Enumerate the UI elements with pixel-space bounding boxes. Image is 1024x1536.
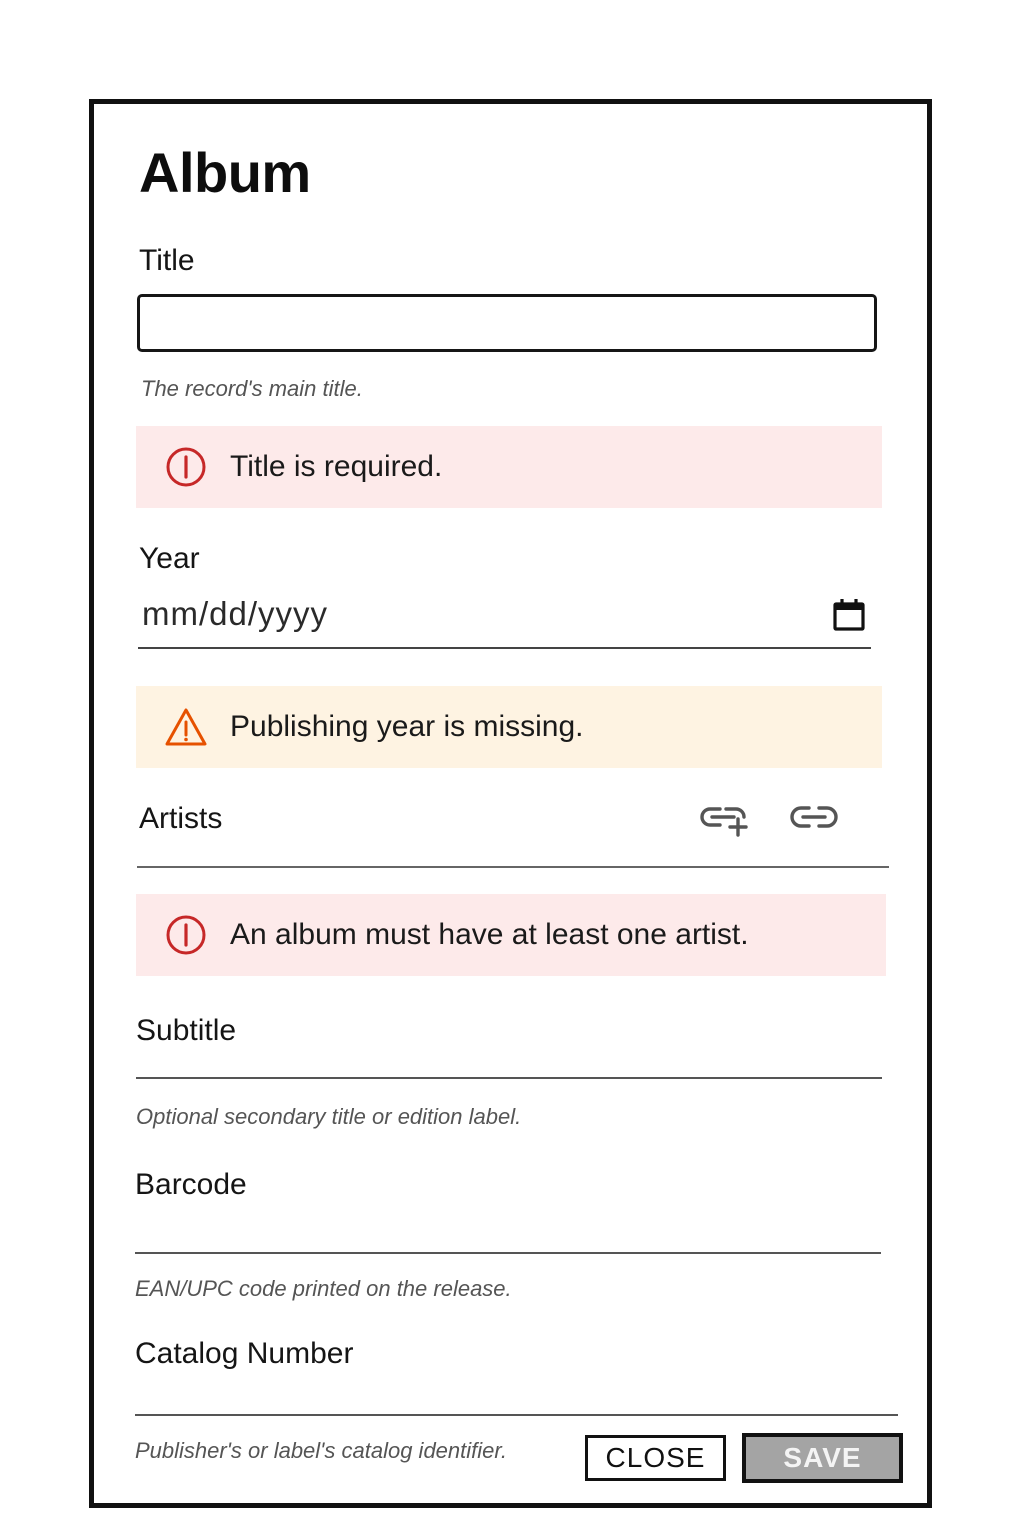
album-dialog — [89, 99, 932, 1508]
calendar-icon[interactable] — [831, 597, 867, 633]
year-label: Year — [139, 542, 200, 575]
artists-error-alert — [136, 894, 886, 976]
error-icon — [164, 445, 208, 489]
title-error-text: Title is required. — [230, 450, 443, 483]
error-icon — [164, 913, 208, 957]
catalog-number-hint: Publisher's or label's catalog identifier. — [135, 1438, 508, 1463]
title-hint: The record's main title. — [141, 376, 363, 401]
link-icon[interactable] — [787, 800, 841, 840]
year-date-input[interactable] — [138, 587, 871, 649]
title-error-alert — [136, 426, 882, 508]
artists-label: Artists — [139, 802, 223, 835]
year-warning-text: Publishing year is missing. — [230, 710, 584, 743]
close-button[interactable]: CLOSE — [585, 1435, 726, 1481]
artists-error-text: An album must have at least one artist. — [230, 918, 749, 951]
artists-row — [137, 786, 889, 868]
link-add-icon[interactable] — [699, 800, 753, 840]
barcode-input[interactable] — [135, 1214, 881, 1254]
barcode-label: Barcode — [135, 1168, 247, 1201]
barcode-hint: EAN/UPC code printed on the release. — [135, 1276, 512, 1301]
subtitle-hint: Optional secondary title or edition label. — [136, 1104, 522, 1129]
warning-icon — [164, 705, 208, 749]
year-warning-alert — [136, 686, 882, 768]
save-button[interactable]: SAVE — [742, 1433, 903, 1483]
year-placeholder: mm/dd/yyyy — [142, 595, 329, 632]
title-input[interactable] — [137, 294, 877, 352]
catalog-number-label: Catalog Number — [135, 1337, 354, 1370]
subtitle-input[interactable] — [136, 1039, 882, 1079]
subtitle-label: Subtitle — [136, 1014, 237, 1047]
dialog-title: Album — [139, 141, 311, 204]
title-label: Title — [139, 244, 195, 277]
catalog-number-input[interactable] — [135, 1376, 898, 1416]
